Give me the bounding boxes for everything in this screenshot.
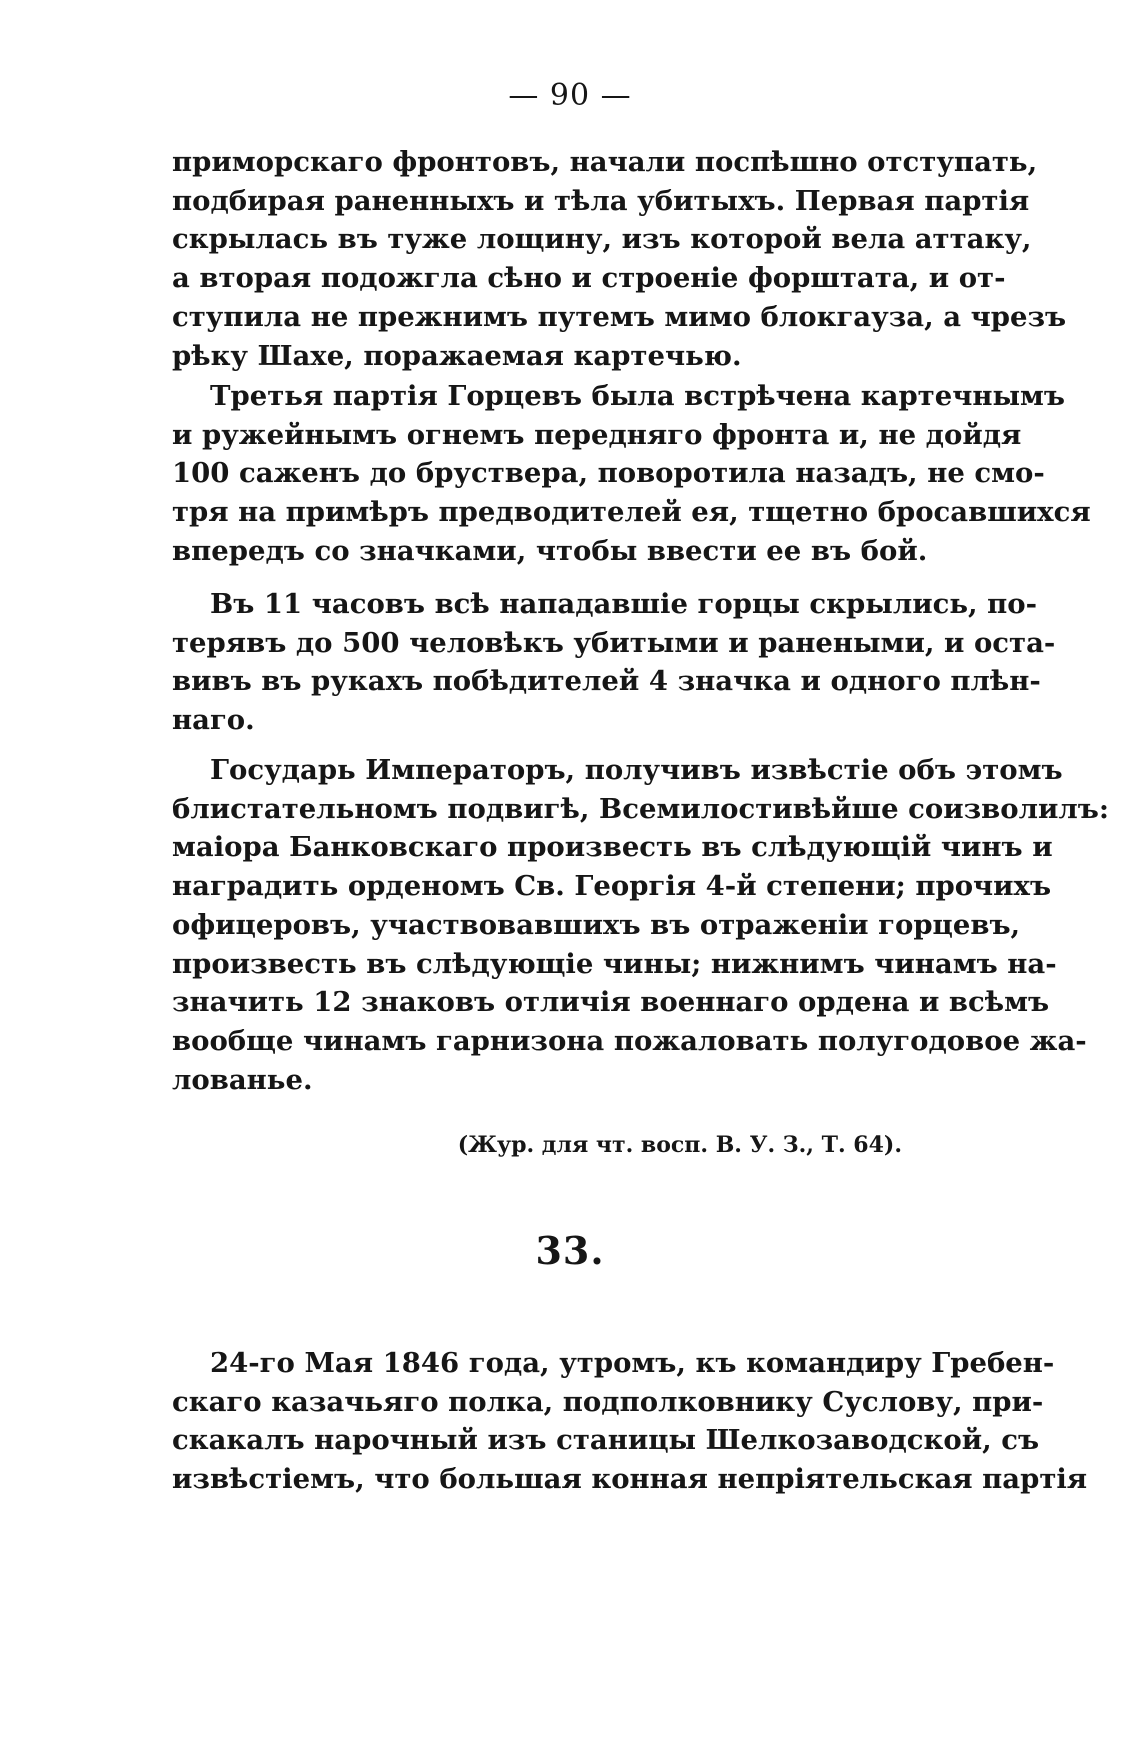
text-line: блистательномъ подвигѣ, Всемилостивѣйше соизволилъ:	[172, 792, 1110, 825]
page-number: — 90 —	[508, 78, 632, 113]
text-line: Государь Императоръ, получивъ извѣстіе объ этомъ	[210, 754, 1063, 786]
text-line: Третья партія Горцевъ была встрѣчена картечнымъ	[210, 380, 1066, 412]
paragraph-5	[172, 1344, 1088, 1499]
text-line: маіора Банковскаго произвесть въ слѣдующій чинъ и	[172, 831, 1053, 864]
paragraph-4	[172, 751, 1110, 1099]
text-line: наградить орденомъ Св. Георгія 4-й степени; прочихъ	[172, 870, 1052, 903]
text-line: Въ 11 часовъ всѣ нападавшіе горцы скрылись, по-	[210, 588, 1038, 620]
text-line: скаго казачьяго полка, подполковнику Суслову, при-	[172, 1385, 1044, 1418]
text-line: наго.	[172, 704, 255, 737]
text-line: скакалъ нарочный изъ станицы Шелкозаводской, съ	[172, 1424, 1040, 1457]
text-line: а вторая подожгла сѣно и строеніе форштата, и от-	[172, 262, 1006, 295]
text-line: ступила не прежнимъ путемъ мимо блокгауза, а чрезъ	[172, 300, 1067, 333]
text-line: 24-го Мая 1846 года, утромъ, къ командиру Гребен-	[210, 1347, 1055, 1379]
text-line: значить 12 знаковъ отличія военнаго ордена и всѣмъ	[172, 986, 1050, 1019]
section-number: 33.	[535, 1228, 605, 1273]
source-citation: (Жур. для чт. восп. В. У. З., Т. 64).	[457, 1132, 902, 1158]
text-line: рѣку Шахе, поражаемая картечью.	[172, 339, 742, 372]
paragraph-1	[172, 143, 1067, 375]
text-line: 100 саженъ до бруствера, поворотила назадъ, не смо-	[172, 457, 1045, 490]
text-line: приморскаго фронтовъ, начали поспѣшно отступать,	[172, 146, 1038, 178]
text-line: офицеровъ, участвовавшихъ въ отраженіи горцевъ,	[172, 908, 1021, 941]
text-line: впередъ со значками, чтобы ввести ее въ бой.	[172, 534, 928, 567]
text-line: произвесть въ слѣдующіе чины; нижнимъ чинамъ на-	[172, 947, 1057, 980]
paragraph-2	[172, 377, 1091, 571]
text-line: тря на примѣръ предводителей ея, тщетно бросавшихся	[172, 496, 1091, 529]
text-line: терявъ до 500 человѣкъ убитыми и ранеными, и оста-	[172, 626, 1056, 659]
text-line: вивъ въ рукахъ побѣдителей 4 значка и одного плѣн-	[172, 665, 1041, 698]
text-line: лованье.	[172, 1063, 313, 1096]
text-line: вообще чинамъ гарнизона пожаловать полугодовое жа-	[172, 1024, 1087, 1057]
text-line: и ружейнымъ огнемъ передняго фронта и, не дойдя	[172, 418, 1022, 451]
text-line: подбирая раненныхъ и тѣла убитыхъ. Первая партія	[172, 184, 1030, 217]
paragraph-3	[172, 585, 1056, 740]
text-line: скрылась въ туже лощину, изъ которой вела аттаку,	[172, 223, 1032, 256]
text-line: извѣстіемъ, что большая конная непріятельская партія	[172, 1463, 1088, 1496]
